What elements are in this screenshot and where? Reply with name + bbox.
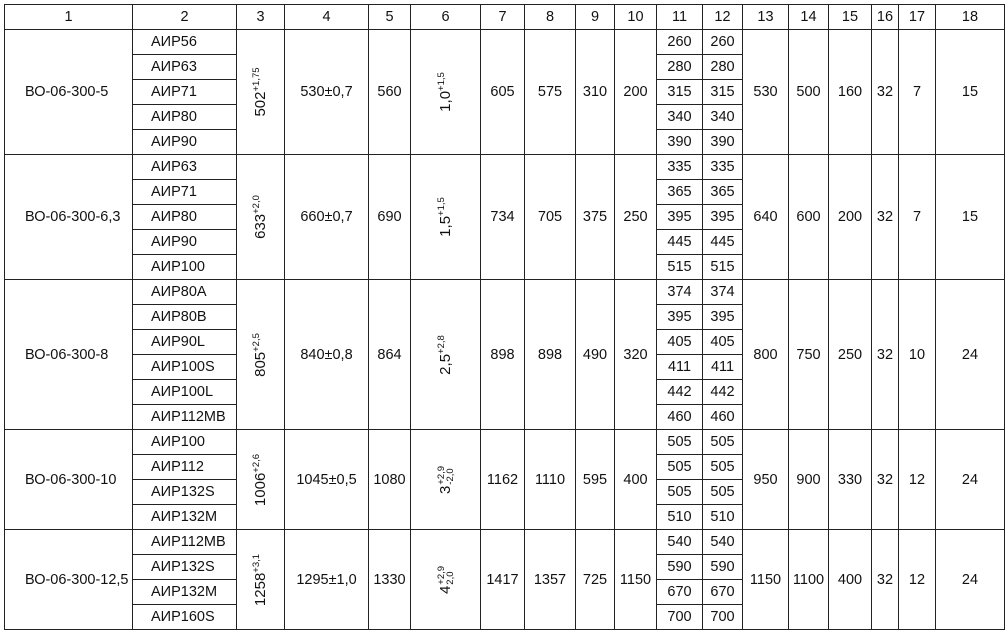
dimension-14: 1100: [789, 530, 829, 630]
dimension-11: 505: [657, 430, 703, 455]
dimension-17: 7: [899, 155, 936, 280]
dimension-8: 705: [525, 155, 576, 280]
dimension-12: 590: [703, 555, 743, 580]
model-name: ВО-06-300-6,3: [5, 155, 133, 280]
dimension-5: 1080: [369, 430, 411, 530]
dimension-12: 460: [703, 405, 743, 430]
dimension-10: 1150: [615, 530, 657, 630]
dimension-12: 335: [703, 155, 743, 180]
motor-type: АИР100S: [133, 355, 237, 380]
dimension-3-value: [252, 333, 270, 377]
dimension-6-base: 3: [436, 485, 454, 494]
dimension-7: 1417: [481, 530, 525, 630]
motor-type: АИР132S: [133, 480, 237, 505]
dimension-11: 515: [657, 255, 703, 280]
dimension-18: 15: [936, 155, 1005, 280]
column-header: 8: [525, 5, 576, 30]
dimension-12: 540: [703, 530, 743, 555]
dimension-12: 445: [703, 230, 743, 255]
column-header: 7: [481, 5, 525, 30]
dimension-13: 950: [743, 430, 789, 530]
dimension-6-lower: -2,0: [444, 467, 456, 485]
dimension-11: 700: [657, 605, 703, 630]
dimension-16: 32: [872, 430, 899, 530]
dimension-6-base: 1,0: [436, 90, 454, 112]
dimension-10: 250: [615, 155, 657, 280]
column-header: 17: [899, 5, 936, 30]
dimension-14: 750: [789, 280, 829, 430]
dimension-9: 595: [576, 430, 615, 530]
column-header: 2: [133, 5, 237, 30]
dimension-18: 15: [936, 30, 1005, 155]
dimension-6-value: [437, 72, 455, 112]
dimension-11: 670: [657, 580, 703, 605]
dimension-3-base: 805: [251, 351, 269, 377]
dimension-6: [411, 530, 481, 630]
motor-type: АИР90: [133, 130, 237, 155]
motor-type: АИР63: [133, 55, 237, 80]
column-header: 5: [369, 5, 411, 30]
dimension-12: 670: [703, 580, 743, 605]
dimension-13: 800: [743, 280, 789, 430]
dimension-6-value: [436, 465, 454, 493]
dimension-8: 1357: [525, 530, 576, 630]
model-name: ВО-06-300-8: [5, 280, 133, 430]
dimension-6-upper: +2,9: [435, 465, 447, 485]
dimension-18: 24: [936, 530, 1005, 630]
dimension-4: 840±0,8: [285, 280, 369, 430]
dimension-13: 640: [743, 155, 789, 280]
dimension-11: 460: [657, 405, 703, 430]
column-header: 15: [829, 5, 872, 30]
dimension-9: 310: [576, 30, 615, 155]
dimension-4: 530±0,7: [285, 30, 369, 155]
dimension-3-value: [252, 553, 270, 605]
column-header: 14: [789, 5, 829, 30]
dimension-6: [411, 155, 481, 280]
column-header: 6: [411, 5, 481, 30]
dimension-5: 864: [369, 280, 411, 430]
dimension-8: 575: [525, 30, 576, 155]
dimension-11: 445: [657, 230, 703, 255]
dimension-14: 900: [789, 430, 829, 530]
dimension-12: 374: [703, 280, 743, 305]
dimension-18: 24: [936, 280, 1005, 430]
dimension-3-value: [252, 453, 270, 505]
dimension-6-value: [437, 335, 455, 375]
dimension-6-base: 4: [436, 585, 454, 594]
dimension-3: [237, 530, 285, 630]
dimension-17: 12: [899, 530, 936, 630]
dimension-3-base: 633: [251, 213, 269, 239]
dimension-15: 200: [829, 155, 872, 280]
motor-type: АИР80: [133, 205, 237, 230]
table-row: [5, 530, 1005, 555]
dimension-3: [237, 155, 285, 280]
dimension-7: 898: [481, 280, 525, 430]
dimension-11: 590: [657, 555, 703, 580]
motor-type: АИР160S: [133, 605, 237, 630]
dimension-6-base: 1,5: [436, 215, 454, 237]
dimension-3-tolerance: +2,6: [250, 453, 262, 473]
motor-type: АИР80: [133, 105, 237, 130]
dimension-17: 7: [899, 30, 936, 155]
dimension-11: 395: [657, 305, 703, 330]
dimension-16: 32: [872, 30, 899, 155]
dimension-12: 390: [703, 130, 743, 155]
dimension-7: 734: [481, 155, 525, 280]
dimension-3-value: [252, 67, 270, 116]
column-header: 11: [657, 5, 703, 30]
dimension-12: 280: [703, 55, 743, 80]
dimension-11: 442: [657, 380, 703, 405]
table-row: [5, 30, 1005, 55]
dimension-7: 605: [481, 30, 525, 155]
motor-type: АИР112: [133, 455, 237, 480]
dimension-15: 250: [829, 280, 872, 430]
dimension-4: 1045±0,5: [285, 430, 369, 530]
motor-type: АИР90L: [133, 330, 237, 355]
motor-type: АИР71: [133, 80, 237, 105]
dimension-5: 690: [369, 155, 411, 280]
dimension-6-tolerance: [437, 565, 455, 584]
dimension-12: 442: [703, 380, 743, 405]
dimension-16: 32: [872, 155, 899, 280]
motor-type: АИР112МВ: [133, 405, 237, 430]
dimension-11: 405: [657, 330, 703, 355]
dimension-11: 411: [657, 355, 703, 380]
dimension-6: [411, 30, 481, 155]
dimension-11: 340: [657, 105, 703, 130]
dimension-11: 335: [657, 155, 703, 180]
dimension-3: [237, 430, 285, 530]
dimension-17: 12: [899, 430, 936, 530]
dimension-9: 375: [576, 155, 615, 280]
dimension-13: 530: [743, 30, 789, 155]
dimension-15: 400: [829, 530, 872, 630]
model-name: ВО-06-300-10: [5, 430, 133, 530]
dimension-12: 510: [703, 505, 743, 530]
dimension-6-tolerance: +1,5: [435, 72, 447, 91]
dimension-12: 700: [703, 605, 743, 630]
dimension-12: 365: [703, 180, 743, 205]
motor-type: АИР71: [133, 180, 237, 205]
dimension-13: 1150: [743, 530, 789, 630]
motor-type: АИР132S: [133, 555, 237, 580]
column-header: 1: [5, 5, 133, 30]
dimension-3-base: 1006: [251, 472, 269, 506]
dimension-7: 1162: [481, 430, 525, 530]
dimension-11: 505: [657, 480, 703, 505]
dimension-6-base: 2,5: [436, 353, 454, 375]
header-row: [5, 5, 1005, 30]
dimension-12: 315: [703, 80, 743, 105]
dimension-3: [237, 30, 285, 155]
dimension-6: [411, 430, 481, 530]
dimension-6-tolerance: [437, 465, 455, 484]
column-header: 9: [576, 5, 615, 30]
dimension-12: 395: [703, 305, 743, 330]
dimension-3-base: 1258: [251, 572, 269, 606]
dimension-3-tolerance: +1,75: [250, 67, 262, 92]
dimension-6-tolerance: +2,8: [435, 334, 447, 354]
dimension-9: 490: [576, 280, 615, 430]
dimension-15: 330: [829, 430, 872, 530]
motor-type: АИР100: [133, 255, 237, 280]
column-header: 4: [285, 5, 369, 30]
table-row: [5, 430, 1005, 455]
dimension-10: 400: [615, 430, 657, 530]
model-name: ВО-06-300-5: [5, 30, 133, 155]
dimension-4: 660±0,7: [285, 155, 369, 280]
dimension-5: 1330: [369, 530, 411, 630]
dimension-17: 10: [899, 280, 936, 430]
dimension-6-value: [436, 565, 454, 593]
column-header: 13: [743, 5, 789, 30]
dimension-3-value: [252, 195, 270, 239]
motor-type: АИР132М: [133, 505, 237, 530]
dimension-3: [237, 280, 285, 430]
dimension-11: 540: [657, 530, 703, 555]
model-name: ВО-06-300-12,5: [5, 530, 133, 630]
dimension-11: 315: [657, 80, 703, 105]
dimension-3-tolerance: +3,1: [250, 553, 262, 573]
dimension-8: 898: [525, 280, 576, 430]
dimension-3-tolerance: +2,0: [250, 195, 262, 214]
motor-type: АИР100: [133, 430, 237, 455]
dimension-11: 280: [657, 55, 703, 80]
dimension-16: 32: [872, 530, 899, 630]
dimension-12: 505: [703, 430, 743, 455]
dimension-4: 1295±1,0: [285, 530, 369, 630]
column-header: 3: [237, 5, 285, 30]
dimension-12: 515: [703, 255, 743, 280]
column-header: 10: [615, 5, 657, 30]
dimension-3-base: 502: [251, 91, 269, 117]
dimension-8: 1110: [525, 430, 576, 530]
dimension-12: 340: [703, 105, 743, 130]
motor-type: АИР100L: [133, 380, 237, 405]
dimension-12: 260: [703, 30, 743, 55]
dimension-15: 160: [829, 30, 872, 155]
dimension-18: 24: [936, 430, 1005, 530]
table-body: [5, 5, 1005, 630]
dimension-12: 505: [703, 455, 743, 480]
dimension-6: [411, 280, 481, 430]
dimension-3-tolerance: +2,5: [250, 332, 262, 352]
dimension-12: 505: [703, 480, 743, 505]
dimension-10: 320: [615, 280, 657, 430]
motor-type: АИР80B: [133, 305, 237, 330]
dimension-11: 510: [657, 505, 703, 530]
dimension-16: 32: [872, 280, 899, 430]
dimension-11: 260: [657, 30, 703, 55]
motor-type: АИР132М: [133, 580, 237, 605]
dimension-6-upper: +2,9: [435, 565, 447, 585]
column-header: 18: [936, 5, 1005, 30]
dimension-11: 365: [657, 180, 703, 205]
dimension-14: 500: [789, 30, 829, 155]
dimension-6-value: [437, 197, 455, 237]
dimension-6-tolerance: +1,5: [435, 197, 447, 216]
dimension-12: 395: [703, 205, 743, 230]
specs-table: [4, 4, 1005, 630]
column-header: 16: [872, 5, 899, 30]
dimension-11: 395: [657, 205, 703, 230]
dimension-6-lower: 2,0: [444, 570, 456, 585]
motor-type: АИР56: [133, 30, 237, 55]
motor-type: АИР80A: [133, 280, 237, 305]
table-row: [5, 280, 1005, 305]
motor-type: АИР112МВ: [133, 530, 237, 555]
dimension-9: 725: [576, 530, 615, 630]
dimension-5: 560: [369, 30, 411, 155]
dimension-12: 411: [703, 355, 743, 380]
table-row: [5, 155, 1005, 180]
dimension-12: 405: [703, 330, 743, 355]
dimension-11: 505: [657, 455, 703, 480]
motor-type: АИР63: [133, 155, 237, 180]
motor-type: АИР90: [133, 230, 237, 255]
dimension-14: 600: [789, 155, 829, 280]
dimension-11: 374: [657, 280, 703, 305]
column-header: 12: [703, 5, 743, 30]
dimension-11: 390: [657, 130, 703, 155]
dimension-10: 200: [615, 30, 657, 155]
